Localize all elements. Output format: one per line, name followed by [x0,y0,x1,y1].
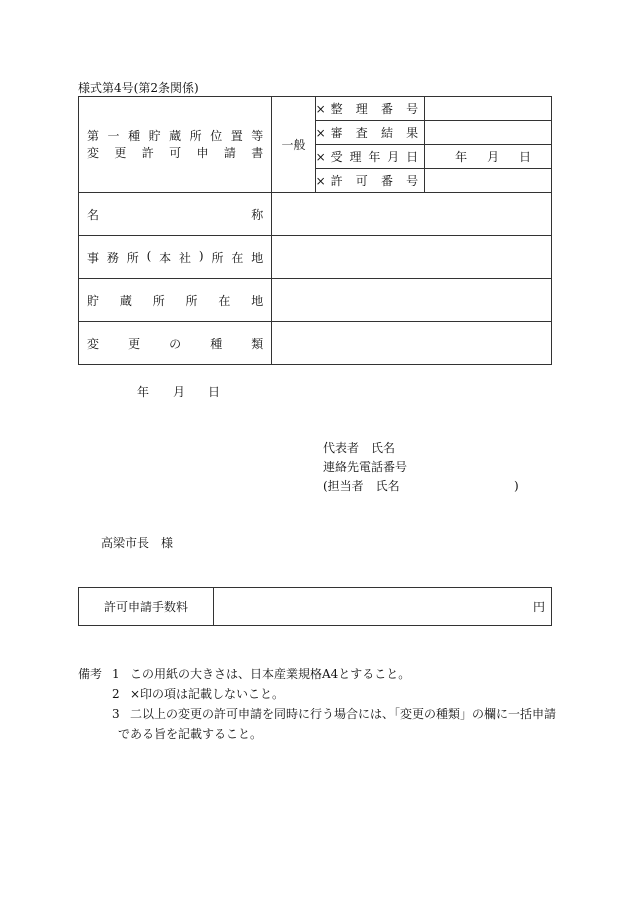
row-label-char: 在 [218,293,231,308]
row-label-char: 本 [159,250,172,265]
fee-label: 許可申請手数料 [103,600,188,614]
x-mark: × [315,149,326,164]
field-label-char: 整 [330,102,343,116]
row-label-char: 在 [231,250,244,265]
form-title-char: 書 [251,145,264,160]
x-mark: × [315,173,326,188]
addressee: 高梁市長 様 [101,536,174,550]
row-label-char: 名 [87,207,100,222]
row-label-henko-shurui [79,322,272,365]
row-label-char: ( [146,248,152,263]
remarks-section [78,664,558,744]
remark-text: 二以上の変更の許可申請を同時に行う場合には、「変更の種類」の欄に一括申請 [130,707,557,721]
row-label-char: 変 [87,336,100,351]
row-label-jimusho [79,236,272,279]
row-label-char: 社 [179,250,192,265]
field-label-char: 結 [380,126,393,140]
form-title-char: 可 [169,145,182,160]
form-title-char: 置 [230,128,243,143]
form-title-char: 貯 [148,128,161,143]
row-label-char: 務 [106,250,119,265]
chozosho-value[interactable] [272,279,552,322]
row-label-char: 所 [152,293,165,308]
form-title-line1 [87,128,263,145]
application-month: 月 [173,385,186,399]
field-label-char: 果 [406,126,419,140]
field-label-char: 許 [330,174,343,188]
row-label-chozosho [79,279,272,322]
application-day: 日 [208,385,221,399]
field-label-seiri-bango [328,100,419,117]
field-label-char: 番 [380,102,393,116]
field-label-char: 日 [406,150,419,164]
row-label-char: 類 [251,336,264,351]
application-year: 年 [137,385,150,399]
row-label-char: 蔵 [119,293,132,308]
form-title-cell [79,97,272,193]
row-label-char: 所 [185,293,198,308]
representative-label: 代表者 氏名 [323,441,396,455]
row-label-char: 更 [128,336,141,351]
row-label-char: 種 [210,336,223,351]
field-label-char: 査 [355,126,368,140]
row-label-meisho [79,193,272,236]
fee-label-cell [79,588,214,626]
form-title-char: 等 [251,128,264,143]
form-title-char: 許 [141,145,154,160]
jimusho-value[interactable] [272,236,552,279]
field-label-char: 理 [349,150,362,164]
row-label-char: 所 [211,250,224,265]
form-title-char: 一 [107,128,120,143]
fee-unit: 円 [532,600,545,614]
form-title-char: 更 [114,145,127,160]
row-label-char: の [169,336,182,351]
category-label: 一般 [281,138,306,152]
form-title-char: 位 [210,128,223,143]
form-title-char: 変 [87,145,100,160]
field-label-char: 受 [330,150,343,164]
seiri-bango-value[interactable] [425,97,552,121]
field-label-cell-0 [315,97,425,121]
field-label-shinsa-kekka [328,124,419,141]
kyoka-bango-value[interactable] [425,169,552,193]
form-title-char: 請 [223,145,236,160]
fee-table [78,587,552,626]
x-mark: × [315,101,326,116]
field-label-char: 番 [380,174,393,188]
remark-number: 3 [112,707,120,721]
form-title-char: 種 [128,128,141,143]
form-number: 様式第4号(第2条関係) [78,81,199,95]
form-title-char: 第 [87,128,100,143]
receipt-year: 年 [455,150,468,164]
juri-nengappi-value[interactable] [425,145,552,169]
row-label-char: 貯 [87,293,100,308]
remark-text: ×印の項は記載しないこと。 [130,687,285,701]
field-label-char: 月 [387,150,400,164]
remark-number: 2 [112,687,120,701]
contact-close-paren: ) [514,479,519,493]
meisho-value[interactable] [272,193,552,236]
field-label-cell-3 [315,169,425,193]
contact-label: (担当者 氏名 [323,479,400,493]
field-label-char: 可 [355,174,368,188]
phone-label: 連絡先電話番号 [323,460,408,474]
field-label-juri-nengappi [328,148,419,165]
x-mark: × [315,125,326,140]
field-label-char: 年 [368,150,381,164]
form-title-char: 申 [196,145,209,160]
remark-text: この用紙の大きさは、日本産業規格A4とすること。 [130,667,411,681]
row-label-char: 事 [87,250,100,265]
field-label-char: 審 [330,126,343,140]
receipt-month: 月 [487,150,500,164]
field-label-cell-2 [315,145,425,169]
form-title-line2 [87,145,263,162]
field-label-kyoka-bango [328,172,419,189]
receipt-day: 日 [518,150,531,164]
row-label-char: ) [198,248,204,263]
application-table [78,96,552,365]
row-label-char: 称 [251,207,264,222]
form-title-char: 所 [189,128,202,143]
form-title-char: 蔵 [169,128,182,143]
fee-value-cell[interactable] [214,588,552,626]
remark-continuation: である旨を記載すること。 [118,727,263,741]
shinsa-kekka-value[interactable] [425,121,552,145]
row-label-char: 地 [251,293,264,308]
row-label-char: 地 [251,250,264,265]
field-label-char: 号 [406,174,419,188]
row-label-char: 所 [126,250,139,265]
field-label-cell-1 [315,121,425,145]
field-label-char: 理 [355,102,368,116]
category-cell [272,97,315,193]
field-label-char: 号 [406,102,419,116]
remarks-heading: 備考 [78,667,103,681]
remark-number: 1 [112,667,120,681]
henko-shurui-value[interactable] [272,322,552,365]
